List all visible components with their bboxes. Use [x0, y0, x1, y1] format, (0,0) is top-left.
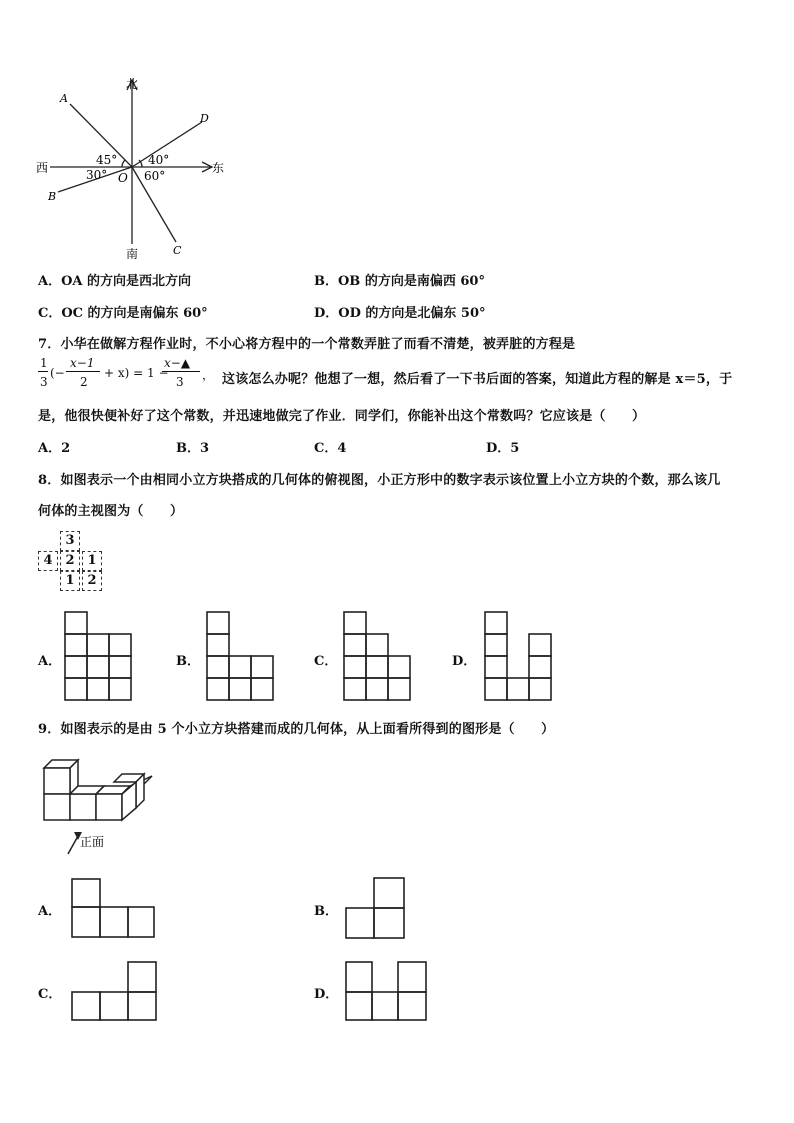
point-b-label: B	[48, 190, 57, 203]
q8-option-c-figure[interactable]	[343, 610, 413, 704]
q7-option-d: D．5	[486, 441, 520, 456]
q8-stem-line1: 8．如图表示一个由相同小立方块搭成的几何体的俯视图，小正方形中的数字表示该位置上小立方块的个数，那么该几	[38, 473, 721, 488]
q6-option-a: A．OA 的方向是西北方向	[38, 274, 192, 289]
q8-option-c-label[interactable]: C．	[314, 654, 338, 669]
q7-option-a: A．2	[38, 441, 71, 456]
point-d-label: D	[200, 112, 209, 125]
q7-option-b: B．3	[176, 441, 210, 456]
eq-three: 3	[40, 375, 48, 389]
q8-option-b-label[interactable]: B．	[176, 654, 200, 669]
eq-frac1-den: 2	[80, 375, 88, 389]
top-view-cell: 1	[60, 571, 80, 591]
q9-option-c-label[interactable]: C．	[38, 987, 62, 1002]
top-view-cell: 3	[60, 531, 80, 551]
q9-stem: 9．如图表示的是由 5 个小立方块搭建而成的几何体，从上面看所得到的图形是（ ）	[38, 722, 555, 737]
q9-option-b-label[interactable]: B．	[314, 904, 338, 919]
top-view-cell: 1	[82, 551, 102, 571]
q6-option-b: B．OB 的方向是南偏西 60°	[314, 274, 485, 289]
origin-label: O	[118, 171, 128, 185]
q7-option-c: C．4	[314, 441, 347, 456]
q9-option-c-figure[interactable]	[70, 960, 160, 1024]
east-label: 东	[212, 161, 225, 175]
compass-diagram	[30, 72, 230, 262]
q8-top-view	[38, 531, 102, 591]
eq-frac1-num: x−1	[70, 356, 95, 370]
q6-option-c: C．OC 的方向是南偏东 60°	[38, 306, 208, 321]
q9-option-d-figure[interactable]	[344, 960, 430, 1024]
north-label: 北	[126, 77, 139, 91]
angle-40-label: 40°	[148, 153, 170, 167]
eq-paren: (−	[50, 366, 65, 380]
q9-option-d-label[interactable]: D．	[314, 987, 339, 1002]
q7-stem-line1: 7．小华在做解方程作业时，不小心将方程中的一个常数弄脏了而看不清楚，被弄脏的方程是	[38, 337, 576, 352]
q8-stem-line2: 何体的主视图为（ ）	[38, 504, 184, 519]
top-view-cell: 2	[82, 571, 102, 591]
q7-equation	[38, 356, 238, 400]
q9-option-a-label[interactable]: A．	[38, 904, 62, 919]
q9-solid-figure	[38, 752, 158, 857]
point-c-label: C	[173, 244, 182, 257]
q9-option-a-figure[interactable]	[70, 876, 158, 940]
eq-comma: ，	[202, 368, 215, 382]
q7-stem-line3: 是，他很快便补好了这个常数，并迅速地做完了作业．同学们，你能补出这个常数吗？它应该是（ ）	[38, 409, 646, 424]
angle-60-label: 60°	[144, 169, 166, 183]
top-view-cell: 4	[38, 551, 58, 571]
q9-option-b-figure[interactable]	[344, 876, 408, 942]
q8-option-a-label[interactable]: A．	[38, 654, 62, 669]
eq-mid: + x) = 1 −	[104, 366, 169, 380]
west-label: 西	[36, 161, 49, 175]
angle-30-label: 30°	[86, 168, 108, 182]
q7-stem-line2: 这该怎么办呢？他想了一想，然后看了一下书后面的答案，知道此方程的解是 x＝5，于	[222, 372, 733, 387]
point-a-label: A	[60, 92, 68, 105]
q8-option-d-label[interactable]: D．	[452, 654, 477, 669]
angle-45-label: 45°	[96, 153, 118, 167]
top-view-cell: 2	[60, 551, 80, 571]
eq-frac2-num: x−▲	[164, 356, 191, 370]
q8-option-a-figure[interactable]	[64, 610, 134, 704]
south-label: 南	[126, 247, 139, 261]
q8-option-b-figure[interactable]	[206, 610, 276, 704]
eq-one: 1	[40, 356, 48, 370]
front-label: 正面	[80, 835, 105, 849]
eq-frac2-den: 3	[176, 375, 184, 389]
q6-option-d: D．OD 的方向是北偏东 50°	[314, 306, 486, 321]
q8-option-d-figure[interactable]	[484, 610, 554, 704]
